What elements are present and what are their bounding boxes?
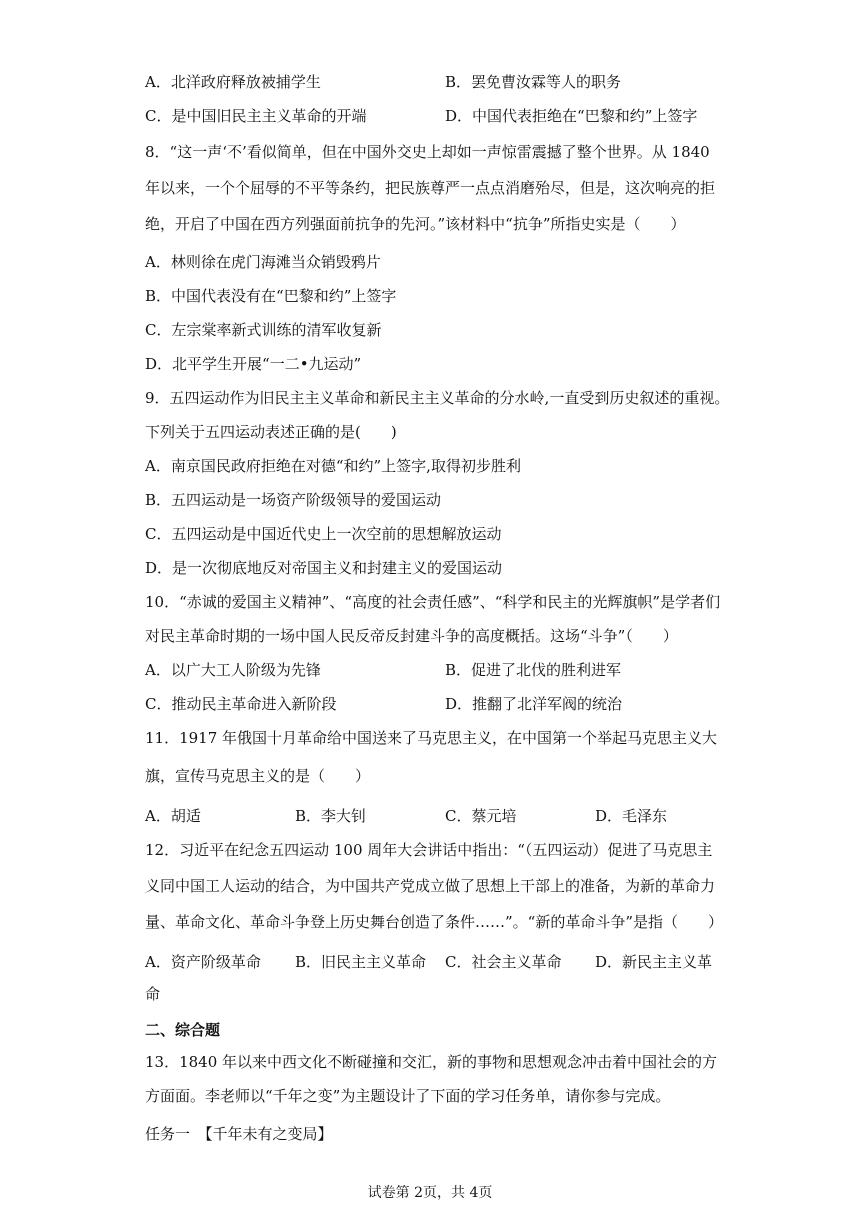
q10-option-b: B．促进了北伐的胜利进军 (445, 661, 622, 679)
q7-option-a: A．北洋政府释放被捕学生 (145, 73, 321, 91)
q8-option-d: D．北平学生开展“一二•九运动” (145, 355, 362, 373)
q8-option-a: A．林则徐在虎门海滩当众销毁鸦片 (145, 253, 381, 271)
q10-option-d: D．推翻了北洋军阀的统治 (445, 695, 623, 713)
q11-option-b: B．李大钊 (295, 807, 367, 825)
q10-stem-line2: 对民主革命时期的一场中国人民反帝反封建斗争的高度概括。这场“斗争”（ ） (145, 627, 678, 645)
q7-option-c: C．是中国旧民主主义革命的开端 (145, 107, 367, 125)
q10-option-a: A．以广大工人阶级为先锋 (145, 661, 321, 679)
q13-stem-line1: 13．1840 年以来中西文化不断碰撞和交汇，新的事物和思想观念冲击着中国社会的方 (145, 1053, 718, 1071)
q9-option-c: C．五四运动是中国近代史上一次空前的思想解放运动 (145, 525, 502, 543)
q12-stem-line3: 量、革命文化、革命斗争登上历史舞台创造了条件……”。“新的革命斗争”是指（ ） (145, 913, 724, 931)
q10-option-c: C．推动民主革命进入新阶段 (145, 695, 337, 713)
q12-option-a: A．资产阶级革命 (145, 953, 261, 971)
q9-option-a: A．南京国民政府拒绝在对德“和约”上签字,取得初步胜利 (145, 457, 521, 475)
q7-option-d: D．中国代表拒绝在“巴黎和约”上签字 (445, 107, 698, 125)
q13-task1-title: 任务一 【千年未有之变局】 (145, 1125, 333, 1143)
q9-option-d: D．是一次彻底地反对帝国主义和封建主义的爱国运动 (145, 559, 503, 577)
q8-stem-line3: 绝，开启了中国在西方列强面前抗争的先河。”该材料中“抗争”所指史实是（ ） (145, 215, 686, 233)
q8-option-c: C．左宗棠率新式训练的清军收复新 (145, 321, 382, 339)
q11-option-d: D．毛泽东 (595, 807, 668, 825)
q13-stem-line2: 方面面。李老师以“千年之变”为主题设计了下面的学习任务单，请你参与完成。 (145, 1087, 671, 1105)
q8-stem-line1: 8．“这一声‘不’看似简单，但在中国外交史上却如一声惊雷震撼了整个世界。从 1840 (145, 143, 710, 161)
q7-option-b: B．罢免曹汝霖等人的职务 (445, 73, 622, 91)
q12-stem-line1: 12．习近平在纪念五四运动 100 周年大会讲话中指出：“（五四运动）促进了马克思主 (145, 841, 713, 859)
q9-stem-line1: 9．五四运动作为旧民主主义革命和新民主主义革命的分水岭,一直受到历史叙述的重视。 (145, 389, 730, 407)
q9-stem-line2: 下列关于五四运动表述正确的是( ) (145, 423, 397, 441)
q10-stem-line1: 10．“赤诚的爱国主义精神”、“高度的社会责任感”、“科学和民主的光辉旗帜”是学者们 (145, 593, 721, 611)
q12-option-b: B．旧民主主义革命 (295, 953, 427, 971)
q12-stem-line2: 义同中国工人运动的结合，为中国共产党成立做了思想上干部上的准备，为新的革命力 (145, 877, 716, 895)
q12-option-d: D．新民主主义革 (595, 953, 713, 971)
page-footer: 试卷第 2页，共 4页 (367, 1185, 493, 1201)
q9-option-b: B．五四运动是一场资产阶级领导的爱国运动 (145, 491, 442, 509)
q8-stem-line2: 年以来，一个个屈辱的不平等条约，把民族尊严一点点消磨殆尽，但是，这次响亮的拒 (145, 179, 716, 197)
q11-stem-line1: 11．1917 年俄国十月革命给中国送来了马克思主义，在中国第一个举起马克思主义大 (145, 729, 718, 747)
q12-option-c: C．社会主义革命 (445, 953, 562, 971)
q8-option-b: B．中国代表没有在“巴黎和约”上签字 (145, 287, 397, 305)
q11-option-a: A．胡适 (145, 807, 201, 825)
section-heading: 二、综合题 (145, 1021, 221, 1039)
q11-option-c: C．蔡元培 (445, 807, 517, 825)
q12-option-d-wrap: 命 (145, 985, 161, 1003)
q11-stem-line2: 旗，宣传马克思主义的是（ ） (145, 767, 371, 785)
